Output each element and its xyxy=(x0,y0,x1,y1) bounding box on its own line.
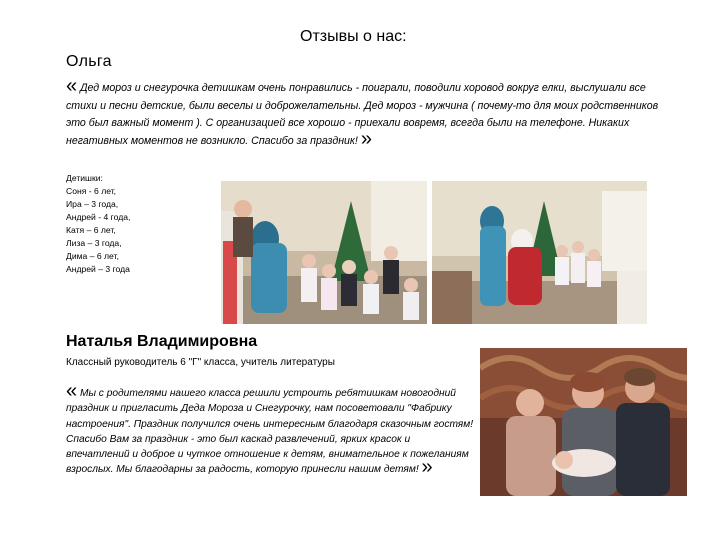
review2-paragraph-2 xyxy=(66,432,476,478)
page-title: Отзывы о нас: xyxy=(300,28,407,45)
kid-item: Соня - 6 лет, xyxy=(66,186,117,196)
kid-item: Андрей - 4 года, xyxy=(66,212,131,222)
kid-item: Лиза – 3 года, xyxy=(66,238,122,248)
review1-quote xyxy=(66,75,676,150)
kid-item: Дима – 6 лет, xyxy=(66,251,119,261)
kid-item: Катя – 6 лет, xyxy=(66,225,116,235)
kids-heading: Детишки: xyxy=(66,173,103,183)
kid-item: Андрей – 3 года xyxy=(66,264,130,274)
review2-paragraph-1 xyxy=(66,380,476,432)
review2-text-1: Мы с родителями нашего класса решили устроить ребятишкам новогодний праздник и пригласить Деда Мороза и Снегурочку, нам посоветовали "Фабрику настроения". Праздник получился очень интересным благодаря сказочным гостям! xyxy=(66,388,474,430)
review1-text: Дед мороз и снегурочка детишкам очень понравились - поиграли, поводили хоровод вокруг елки, выслушали все стихи и песни детские, были веселы и доброжелательны. Дед мороз - мужчина ( почему-то для моих родственников это был важный момент ). С организацией все хорошо - приехали вовремя, всегда были на телефоне. Никаких негативных моментов не возникло. Спасибо за праздник! xyxy=(66,82,659,147)
family-photo xyxy=(480,348,687,496)
review2-author: Наталья Владимировна xyxy=(66,333,258,350)
close-quote-mark: » xyxy=(421,456,433,479)
open-quote-mark: « xyxy=(66,75,78,97)
review2-quote xyxy=(66,380,476,479)
review1-author: Ольга xyxy=(66,53,112,70)
kid-item: Ира – 3 года, xyxy=(66,199,119,209)
party-photo-2 xyxy=(432,181,647,324)
review2-role: Классный руководитель 6 "Г" класса, учитель литературы xyxy=(66,357,335,368)
party-photo-1 xyxy=(221,181,427,324)
review2-text-2: Спасибо Вам за праздник - это был каскад развлечений, ярких красок и впечатлений и доброе и чуткое отношение к детям, внимательное к пожеланиям взрослых. Мы благодарны за радость, которую принесли нашим детям! xyxy=(66,433,469,476)
close-quote-mark: » xyxy=(360,127,372,150)
open-quote-mark: « xyxy=(66,380,78,402)
kids-list xyxy=(66,172,130,276)
